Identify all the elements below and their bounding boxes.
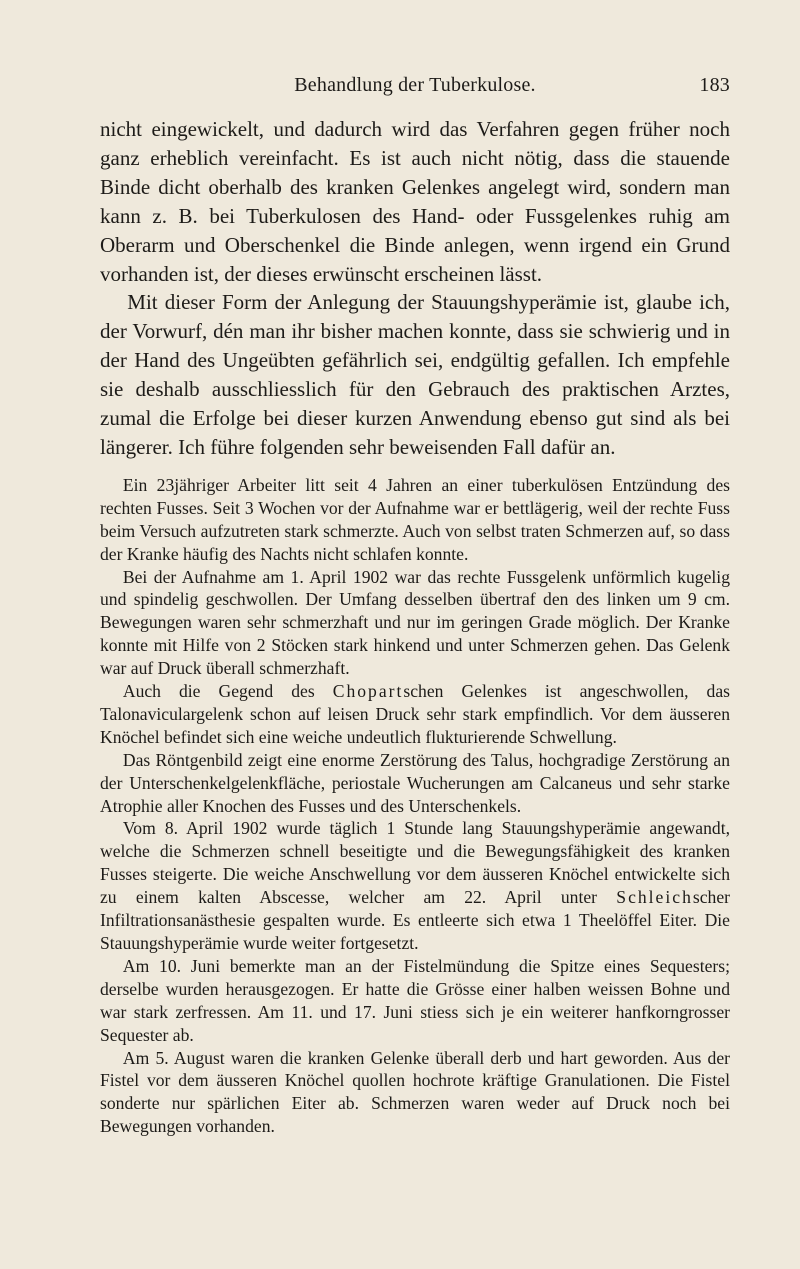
case-text: schen Gelenkes ist angeschwollen, das Talonaviculargelenk schon auf leisen Druck sehr stark empfindlich. Vor dem äusseren Knöchel befindet sich eine weiche undeutlich flukturierende Schwellung. [100,681,730,747]
page-header [100,74,730,104]
main-paragraph: Mit dieser Form der Anlegung der Stauungshyperämie ist, glaube ich, der Vorwurf, dén man ihr bisher machen konnte, dass sie schwierig und in der Hand des Ungeübten gefährlich sei, endgültig gefallen. Ich empfehle sie deshalb ausschliesslich für den Gebrauch des praktischen Arztes, zumal die Erfolge bei dieser kurzen Anwendung ebenso gut sind als bei längerer. Ich führe folgenden sehr beweisenden Fall dafür an. [100,290,730,459]
surname-spaced: Schleich [616,887,693,908]
case-text: scher Infiltrationsanästhesie gespalten wurde. Es entleerte sich etwa 1 Theelöffel Eiter. Die Stauungshyperämie wurde weiter fortgesetzt. [100,887,730,953]
case-paragraph [100,680,730,749]
main-text [100,115,730,462]
case-text: Vom 8. April 1902 wurde täglich 1 Stunde lang Stauungshyperämie angewandt, welche die Schmerzen schnell beseitigte und die Bewegungsfähigkeit des kranken Fusses steigerte. Die weiche Anschwellung vor dem äusseren Knöchel entwickelte sich zu einem kalten Abscesse, welcher am 22. April unter [100,818,730,908]
surname-spaced: Chopart [332,681,404,702]
page-number: 183 [699,74,730,96]
case-paragraph [100,817,730,954]
page-body [100,115,730,1138]
main-paragraph: nicht eingewickelt, und dadurch wird das Verfahren gegen früher noch ganz erheblich vereinfacht. Es ist auch nicht nötig, dass die stauende Binde dicht oberhalb des kranken Gelenkes angelegt wird, sondern man kann z. B. bei Tuberkulosen des Hand- oder Fussgelenkes ruhig am Oberarm und Oberschenkel die Binde anlegen, wenn irgend ein Grund vorhanden ist, der dieses erwünscht erscheinen lässt. [100,117,730,286]
case-report [100,474,730,1138]
case-paragraph: Das Röntgenbild zeigt eine enorme Zerstörung des Talus, hochgradige Zerstörung an der Unterschenkelgelenkfläche, periostale Wucherungen am Calcaneus und sehr starke Atrophie aller Knochen des Fusses und des Unterschenkels. [100,749,730,816]
case-paragraph: Ein 23jähriger Arbeiter litt seit 4 Jahren an einer tuberkulösen Entzündung des rechten Fusses. Seit 3 Wochen vor der Aufnahme war er bettlägerig, weil der rechte Fuss beim Versuch aufzutreten stark schmerzte. Auch von selbst traten Schmerzen auf, so dass der Kranke häufig des Nachts nicht schlafen konnte. [100,474,730,564]
case-paragraph: Bei der Aufnahme am 1. April 1902 war das rechte Fussgelenk unförmlich kugelig und spindelig geschwollen. Der Umfang desselben übertraf den des linken um 9 cm. Bewegungen waren sehr schmerzhaft und nur im geringen Grade möglich. Der Kranke konnte mit Hilfe von 2 Stöcken stark hinkend und unter Schmerzen gehen. Das Gelenk war auf Druck überall schmerzhaft. [100,566,730,679]
case-text: Auch die Gegend des [122,681,333,702]
case-paragraph: Am 10. Juni bemerkte man an der Fistelmündung die Spitze eines Sequesters; derselbe wurden herausgezogen. Er hatte die Grösse einer halben weissen Bohne und war stark zerfressen. Am 11. und 17. Juni stiess sich je ein weiterer hanfkorngrosser Sequester ab. [100,955,730,1045]
case-paragraph: Am 5. August waren die kranken Gelenke überall derb und hart geworden. Aus der Fistel vor dem äusseren Knöchel quollen hochrote kräftige Granulationen. Die Fistel sonderte nur spärlichen Eiter ab. Schmerzen waren weder auf Druck noch bei Bewegungen vorhanden. [100,1047,730,1137]
running-title: Behandlung der Tuberkulose. [294,74,536,96]
